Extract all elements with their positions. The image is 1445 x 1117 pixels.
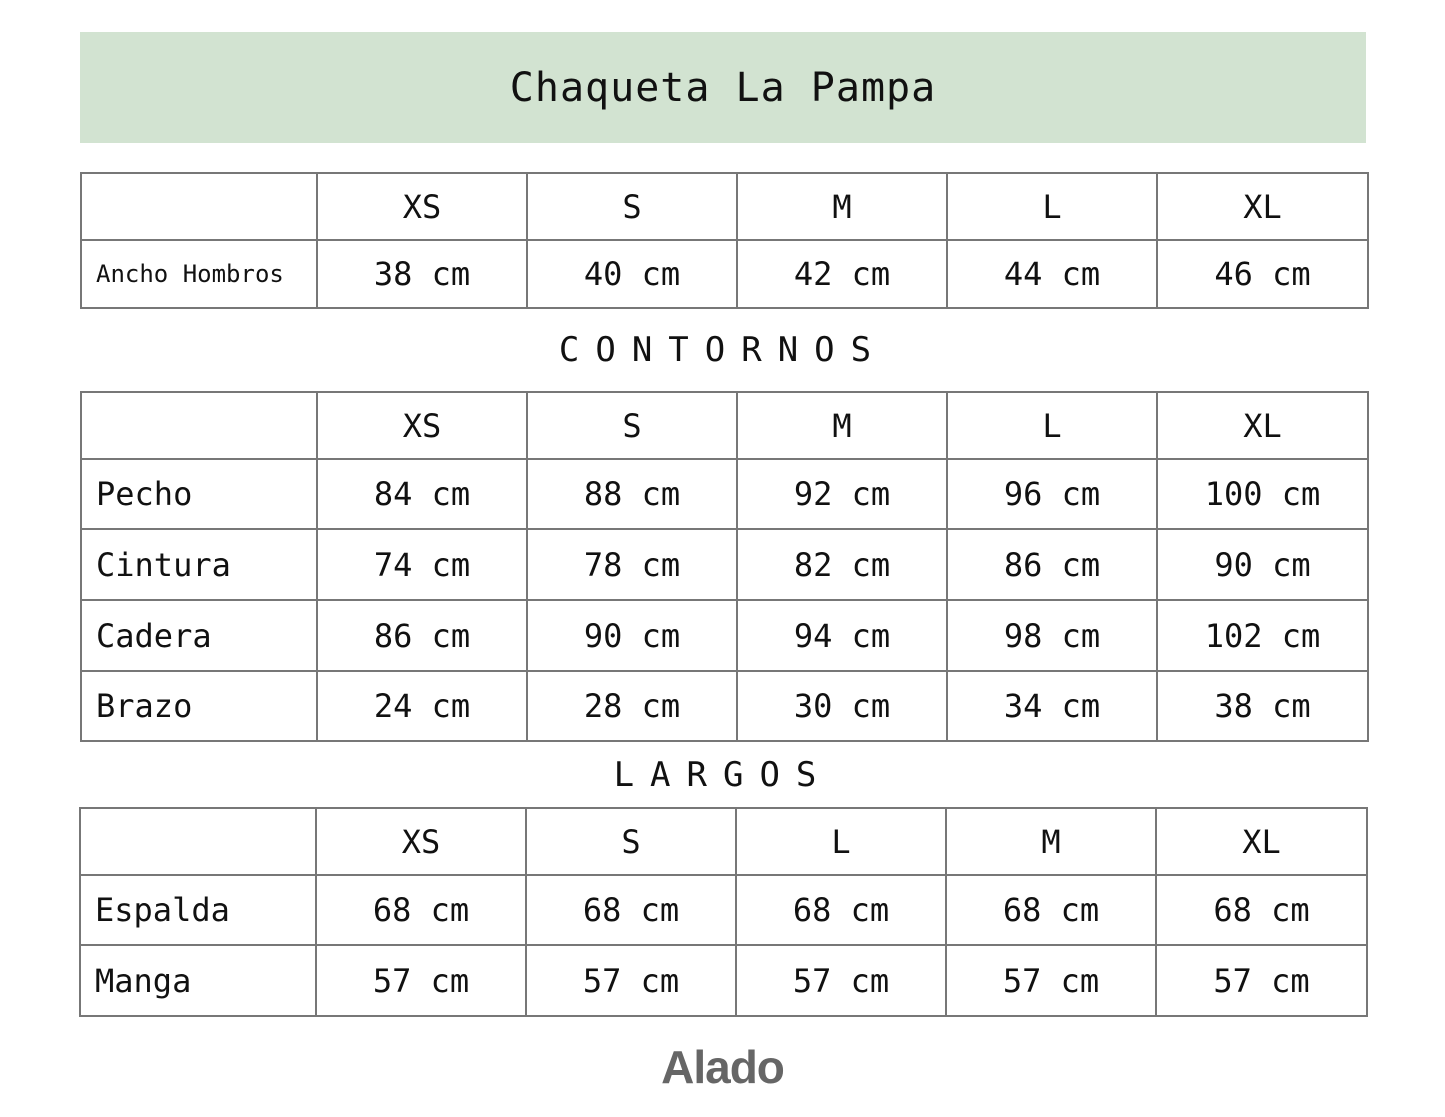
value-cell: 38 cm [317, 240, 527, 308]
section-title-contornos: CONTORNOS [558, 330, 888, 370]
brand-logo: Alado [661, 1041, 784, 1093]
value-cell: 74 cm [317, 529, 527, 600]
value-cell: 94 cm [737, 600, 947, 671]
value-cell: 68 cm [316, 875, 526, 945]
value-cell: 57 cm [526, 945, 736, 1016]
shoulders-table [80, 172, 1369, 309]
value-cell: 88 cm [527, 459, 737, 529]
value-cell: 92 cm [737, 459, 947, 529]
table-header-row [81, 173, 1368, 240]
header-cell: L [947, 173, 1157, 240]
table-row [81, 240, 1368, 308]
value-cell: 102 cm [1157, 600, 1368, 671]
value-cell: 86 cm [947, 529, 1157, 600]
value-cell: 90 cm [527, 600, 737, 671]
value-cell: 68 cm [526, 875, 736, 945]
row-label: Manga [80, 945, 316, 1016]
row-label: Espalda [80, 875, 316, 945]
value-cell: 42 cm [737, 240, 947, 308]
table-row [81, 529, 1368, 600]
value-cell: 57 cm [1156, 945, 1367, 1016]
table-row [80, 945, 1367, 1016]
value-cell: 57 cm [736, 945, 946, 1016]
value-cell: 44 cm [947, 240, 1157, 308]
table-header-row [81, 392, 1368, 459]
value-cell: 96 cm [947, 459, 1157, 529]
header-cell: XL [1156, 808, 1367, 875]
header-cell: XS [316, 808, 526, 875]
value-cell: 82 cm [737, 529, 947, 600]
header-cell: L [736, 808, 946, 875]
table-header-row [80, 808, 1367, 875]
header-cell: XL [1157, 173, 1368, 240]
header-cell: S [527, 173, 737, 240]
table-row [81, 459, 1368, 529]
value-cell: 68 cm [736, 875, 946, 945]
header-cell: M [946, 808, 1156, 875]
header-cell: S [527, 392, 737, 459]
value-cell: 46 cm [1157, 240, 1368, 308]
title-banner [80, 32, 1366, 143]
value-cell: 57 cm [946, 945, 1156, 1016]
page-title: Chaqueta La Pampa [509, 64, 937, 111]
header-cell [81, 173, 317, 240]
value-cell: 40 cm [527, 240, 737, 308]
contornos-table [80, 391, 1369, 742]
header-cell: XL [1157, 392, 1368, 459]
value-cell: 86 cm [317, 600, 527, 671]
value-cell: 68 cm [1156, 875, 1367, 945]
header-cell [80, 808, 316, 875]
header-cell: M [737, 392, 947, 459]
row-label: Pecho [81, 459, 317, 529]
value-cell: 34 cm [947, 671, 1157, 741]
header-cell [81, 392, 317, 459]
value-cell: 84 cm [317, 459, 527, 529]
value-cell: 38 cm [1157, 671, 1368, 741]
header-cell: XS [317, 392, 527, 459]
header-cell: M [737, 173, 947, 240]
table-row [81, 600, 1368, 671]
section-title-largos: LARGOS [613, 755, 833, 795]
header-cell: XS [317, 173, 527, 240]
row-label: Cadera [81, 600, 317, 671]
largos-table [79, 807, 1368, 1017]
header-cell: S [526, 808, 736, 875]
value-cell: 57 cm [316, 945, 526, 1016]
value-cell: 24 cm [317, 671, 527, 741]
value-cell: 100 cm [1157, 459, 1368, 529]
value-cell: 28 cm [527, 671, 737, 741]
value-cell: 68 cm [946, 875, 1156, 945]
value-cell: 98 cm [947, 600, 1157, 671]
row-label: Cintura [81, 529, 317, 600]
row-label: Ancho Hombros [81, 240, 317, 308]
table-row [80, 875, 1367, 945]
value-cell: 78 cm [527, 529, 737, 600]
table-row [81, 671, 1368, 741]
row-label: Brazo [81, 671, 317, 741]
value-cell: 90 cm [1157, 529, 1368, 600]
value-cell: 30 cm [737, 671, 947, 741]
header-cell: L [947, 392, 1157, 459]
